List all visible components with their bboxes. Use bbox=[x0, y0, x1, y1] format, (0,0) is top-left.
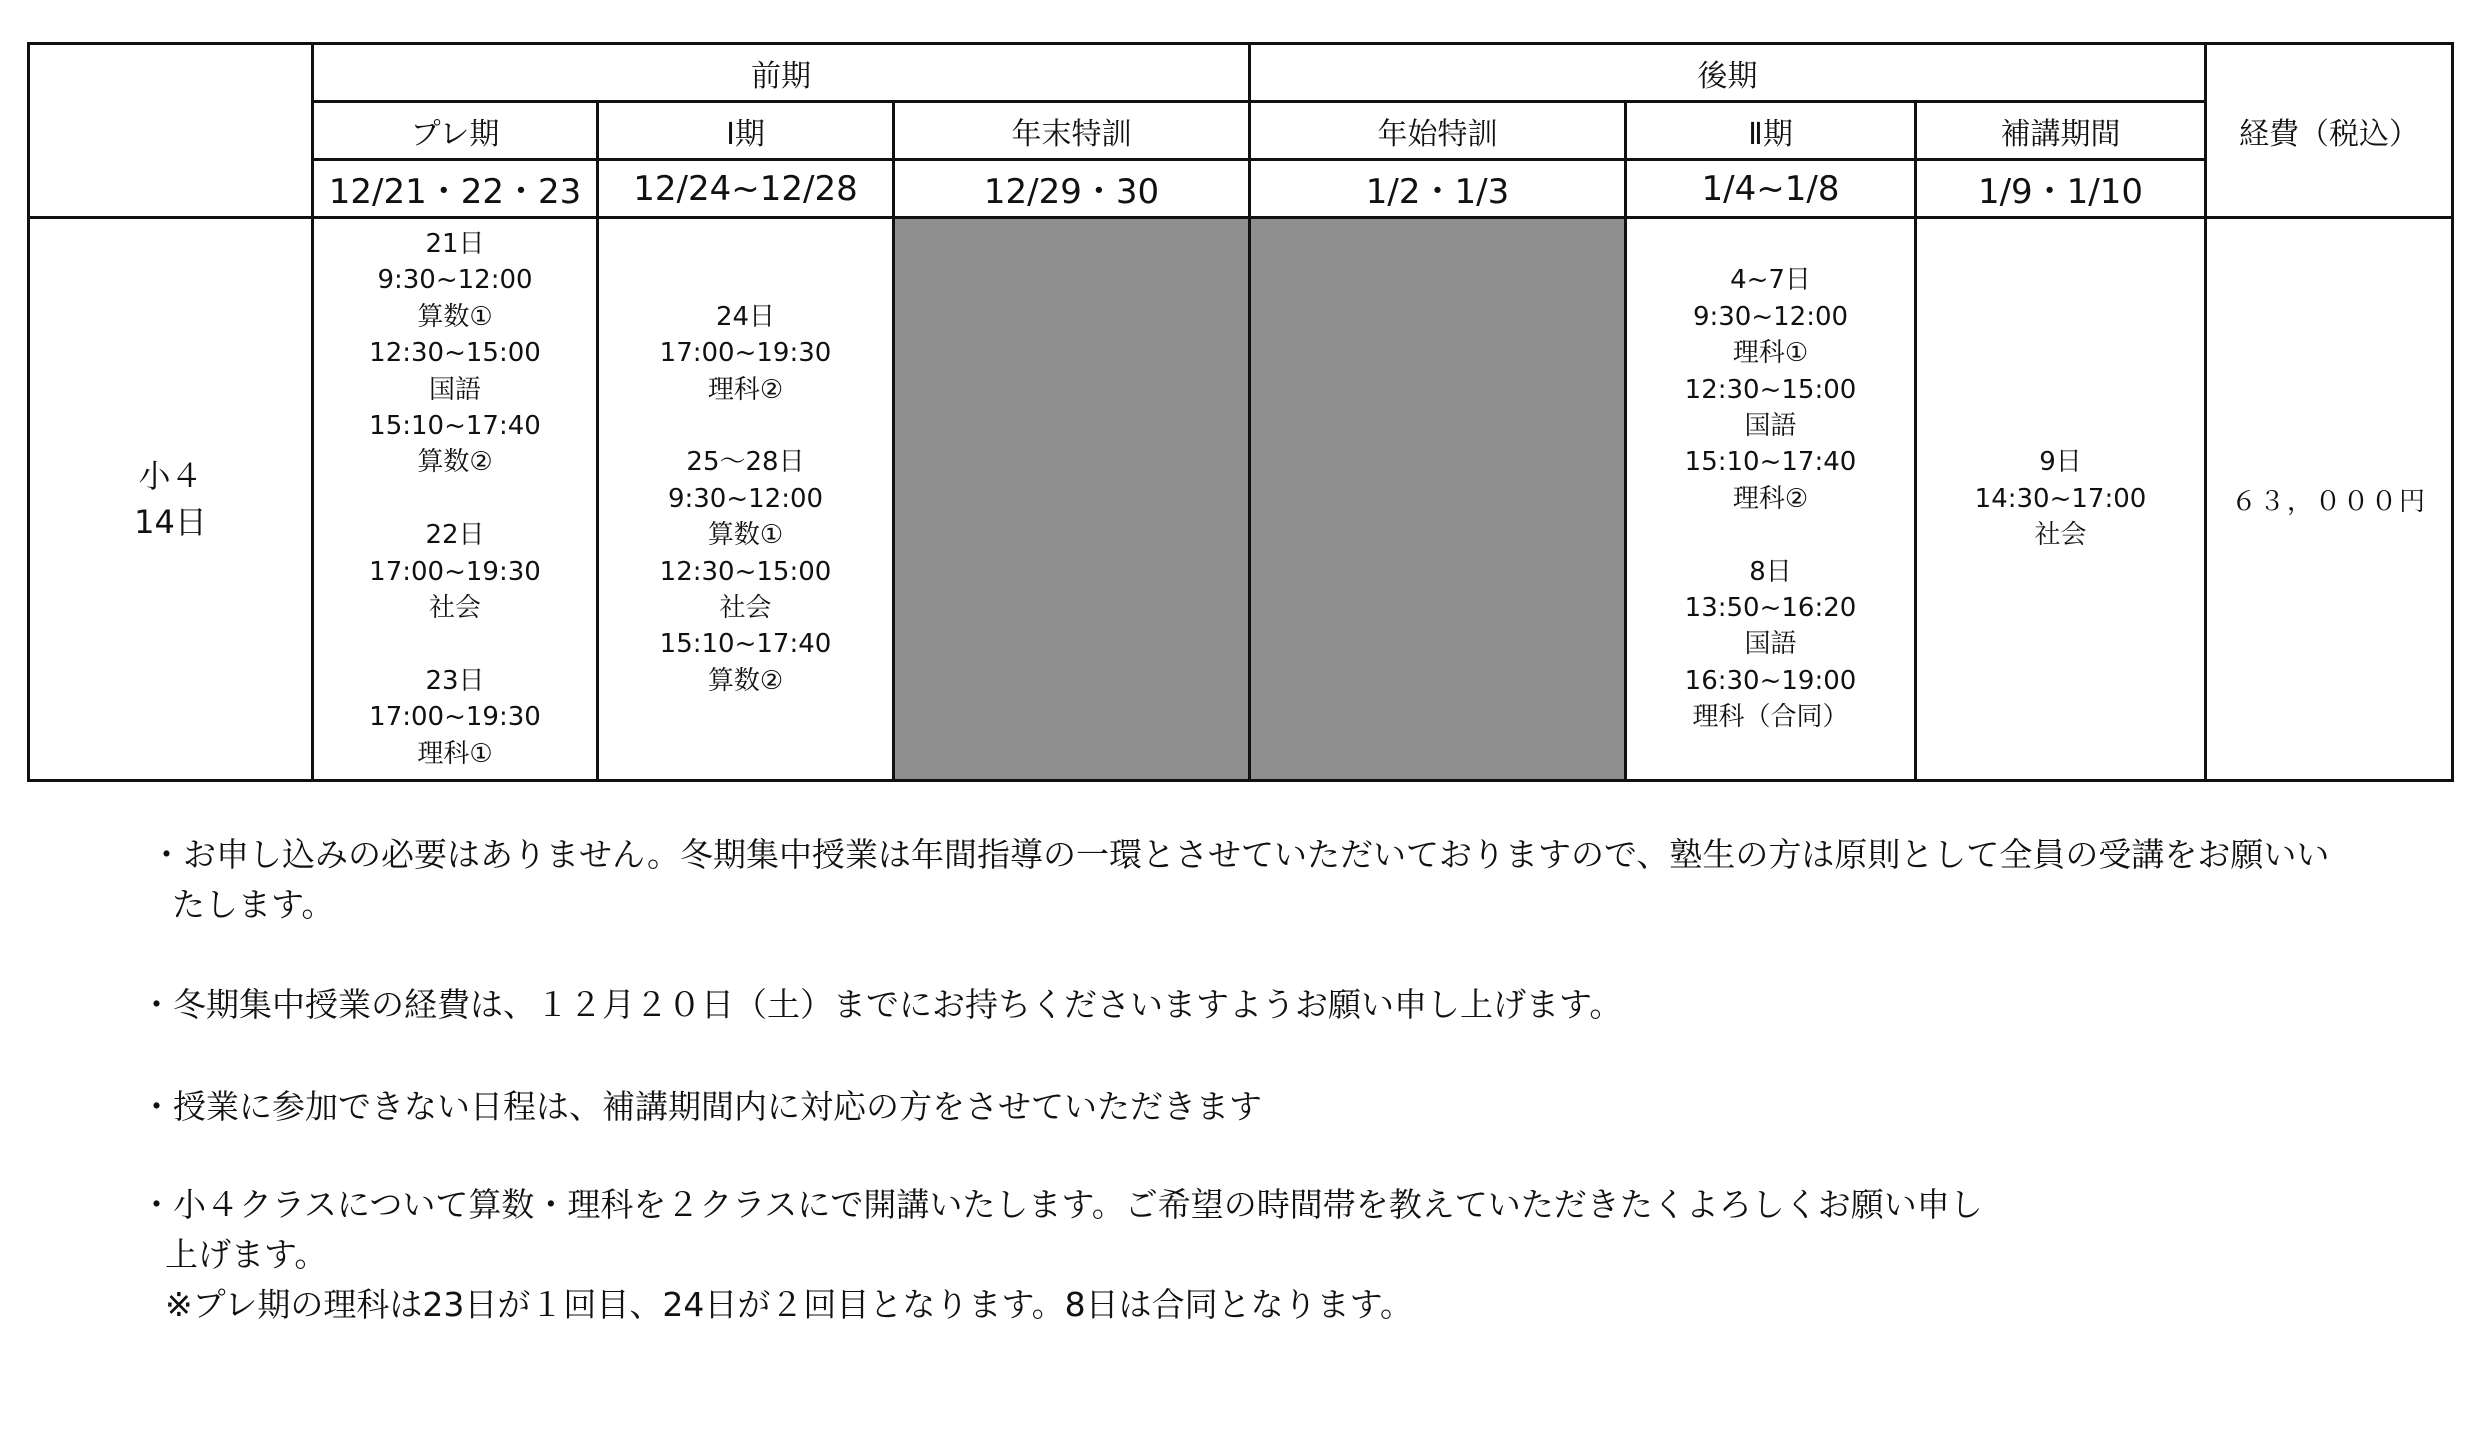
fee-value: ６３，０００円 bbox=[2230, 486, 2427, 517]
date-hokou: 1/9・1/10 bbox=[1916, 160, 2206, 218]
schedule-cell-hokou bbox=[1916, 218, 2206, 781]
schedule-cell-ki1 bbox=[598, 218, 894, 781]
column-header-hokou: 補講期間 bbox=[1916, 102, 2206, 160]
date-nenshi: 1/2・1/3 bbox=[1250, 160, 1626, 218]
note-makeup-line: ・授業に参加できない日程は、補講期間内に対応の方をさせていただきます bbox=[140, 1087, 1262, 1126]
shaded-cell-nenmatsu bbox=[894, 218, 1250, 781]
column-header-nenmatsu: 年末特訓 bbox=[894, 102, 1250, 160]
note-fee-line: ・冬期集中授業の経費は、１２月２０日（土）までにお持ちくださいますようお願い申し上げます。 bbox=[140, 985, 1623, 1024]
schedule-text-pre: 21日 9:30~12:00 算数① 12:30~15:00 国語 15:10~17:40 算数② 22日 17:00~19:30 社会 23日 17:00~19:30 理科① bbox=[369, 228, 541, 769]
note-application-line2: たします。 bbox=[172, 885, 335, 924]
grade-label: 小４ 14日 bbox=[134, 457, 207, 541]
date-ki2: 1/4~1/8 bbox=[1626, 160, 1916, 218]
period-header-kouki: 後期 bbox=[1250, 44, 2206, 102]
note-class-line1: ・小４クラスについて算数・理科を２クラスにで開講いたします。ご希望の時間帯を教えていただきたくよろしくお願い申し bbox=[140, 1185, 1983, 1224]
date-nenmatsu: 12/29・30 bbox=[894, 160, 1250, 218]
corner-cell bbox=[29, 44, 313, 218]
schedule-text-ki1: 24日 17:00~19:30 理科② 25〜28日 9:30~12:00 算数① 12:30~15:00 社会 15:10~17:40 算数② bbox=[659, 301, 832, 696]
schedule-table bbox=[27, 42, 2454, 782]
fee-cell bbox=[2206, 218, 2453, 781]
schedule-cell-pre bbox=[313, 218, 598, 781]
note-class-line2: 上げます。 bbox=[165, 1235, 328, 1274]
grade-cell bbox=[29, 218, 313, 781]
column-header-ki1: Ⅰ期 bbox=[598, 102, 894, 160]
note-makeup bbox=[140, 1082, 1262, 1132]
date-ki1: 12/24~12/28 bbox=[598, 160, 894, 218]
note-application bbox=[150, 830, 2329, 930]
schedule-text-hokou: 9日 14:30~17:00 社会 bbox=[1974, 447, 2147, 551]
column-header-ki2: Ⅱ期 bbox=[1626, 102, 1916, 160]
note-class bbox=[140, 1180, 1983, 1330]
shaded-cell-nenshi bbox=[1250, 218, 1626, 781]
column-header-pre: プレ期 bbox=[313, 102, 598, 160]
column-header-nenshi: 年始特訓 bbox=[1250, 102, 1626, 160]
note-class-line3: ※プレ期の理科は23日が１回目、24日が２回目となります。8日は合同となります。 bbox=[165, 1285, 1414, 1324]
schedule-cell-ki2 bbox=[1626, 218, 1916, 781]
note-fee bbox=[140, 980, 1622, 1030]
schedule-text-ki2: 4~7日 9:30~12:00 理科① 12:30~15:00 国語 15:10~17:40 理科② 8日 13:50~16:20 国語 16:30~19:00 理科（合同） bbox=[1684, 265, 1857, 733]
note-application-line1: ・お申し込みの必要はありません。冬期集中授業は年間指導の一環とさせていただいておりますので、塾生の方は原則として全員の受講をお願いい bbox=[150, 835, 2330, 874]
date-pre: 12/21・22・23 bbox=[313, 160, 598, 218]
period-header-zenki: 前期 bbox=[313, 44, 1250, 102]
fee-header: 経費（税込） bbox=[2206, 44, 2453, 218]
